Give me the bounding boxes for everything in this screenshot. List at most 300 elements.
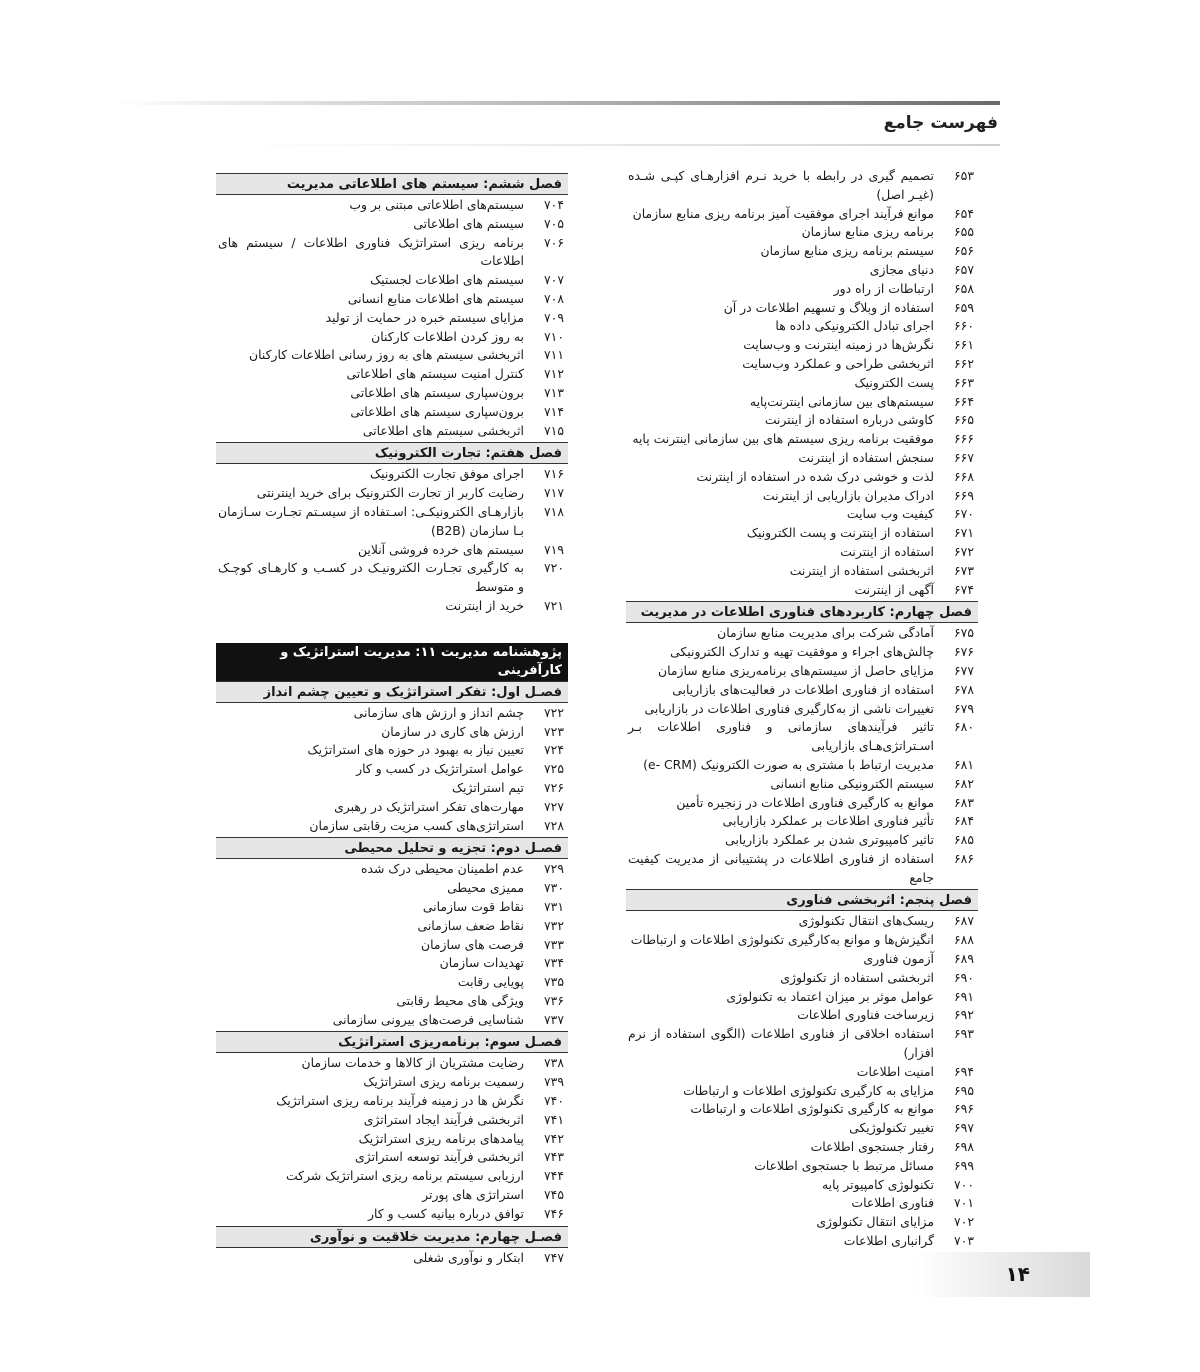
- entry-title: تاثیر کامپیوتری شدن بر عملکرد بازاریابی: [725, 832, 934, 848]
- entry-number: ۶۶۲: [954, 355, 974, 371]
- toc-entry: [216, 1186, 568, 1205]
- entry-number: ۶۵۹: [954, 299, 974, 315]
- entry-number: ۶۷۰: [954, 506, 974, 522]
- toc-entry: [216, 992, 568, 1011]
- header-subrule: [240, 144, 1000, 146]
- entry-title: اثربخشی فرآیند توسعه استراتژی: [355, 1149, 524, 1165]
- toc-entry: [626, 831, 978, 850]
- book-heading: پژوهشنامه مدیریت ۱۱: مدیریت استراتژیک و کارآفرینی: [216, 643, 568, 681]
- entry-number: ۶۸۱: [954, 756, 974, 772]
- entry-title: تغییرات ناشی از به‌کارگیری فناوری اطلاعات در بازاریابی: [644, 700, 934, 716]
- entry-title: ابتکار و نوآوری شغلی: [413, 1249, 524, 1265]
- entry-title: عدم اطمینان محیطی درک شده: [361, 861, 524, 877]
- toc-entry: [626, 167, 978, 205]
- entry-title: انگیزش‌ها و موانع به‌کارگیری تکنولوژی اطلاعات و ارتباطات: [630, 932, 934, 948]
- entry-number: ۷۴۶: [544, 1205, 564, 1221]
- toc-entry: [216, 1054, 568, 1073]
- chapter-heading: فصـل اول: تفکر استراتژیک و تعیین چشم انداز: [216, 681, 568, 703]
- entry-number: ۷۰۰: [954, 1176, 974, 1192]
- entry-title: رضایت کاربر از تجارت الکترونیک برای خرید اینترنتی: [256, 485, 524, 501]
- entry-title: سنجش استفاده از اینترنت: [798, 449, 934, 465]
- toc-entry: [216, 384, 568, 403]
- entry-number: ۷۱۲: [544, 366, 564, 382]
- entry-title: اثربخشی طراحی و عملکرد وب‌سایت: [742, 355, 934, 371]
- toc-entry: [216, 1249, 568, 1268]
- toc-entry: [626, 487, 978, 506]
- toc-entry: [216, 215, 568, 234]
- entry-title: کیفیت وب سایت: [846, 506, 934, 522]
- entry-title: پیامدهای برنامه ریزی استراتژیک: [358, 1130, 524, 1146]
- chapter-heading: فصل پنجم: اثربخشی فناوری: [626, 889, 978, 911]
- entry-title: نقاط ضعف سازمانی: [417, 917, 524, 933]
- entry-number: ۶۶۸: [954, 468, 974, 484]
- entry-title: ارزش های کاری در سازمان: [381, 723, 524, 739]
- header-rule: [112, 101, 1000, 105]
- toc-entry: [216, 1205, 568, 1224]
- entry-number: ۶۶۳: [954, 374, 974, 390]
- entry-number: ۶۸۸: [954, 932, 974, 948]
- entry-title: تصمیم گیری در رابطه با خرید نـرم افزارهـای کپـی شـده (غیـر اصل): [628, 168, 934, 202]
- toc-entry: [626, 336, 978, 355]
- toc-entry: [216, 234, 568, 272]
- entry-number: ۷۳۵: [544, 974, 564, 990]
- entry-title: استفاده از وبلاگ و تسهیم اطلاعات در آن: [723, 299, 934, 315]
- entry-title: تأثیر فناوری اطلاعات بر عملکرد بازاریابی: [722, 813, 934, 829]
- entry-number: ۶۵۶: [954, 243, 974, 259]
- entry-number: ۶۹۰: [954, 969, 974, 985]
- entry-title: ریسک‌های انتقال تکنولوژی: [798, 913, 934, 929]
- toc-entry: [626, 988, 978, 1007]
- entry-number: ۷۴۳: [544, 1149, 564, 1165]
- entry-title: استفاده از اینترنت و پست الکترونیک: [746, 525, 934, 541]
- toc-entry: [626, 756, 978, 775]
- entry-title: موانع به کارگیری فناوری اطلاعات در زنجیره تأمین: [676, 794, 934, 810]
- entry-number: ۶۸۰: [954, 719, 974, 735]
- toc-entry: [626, 242, 978, 261]
- entry-title: کاوشی درباره استفاده از اینترنت: [764, 412, 934, 428]
- entry-title: نگرش ها در زمینه فرآیند برنامه ریزی استراتژیک: [276, 1093, 524, 1109]
- toc-entry: [626, 1025, 978, 1063]
- toc-entry: [626, 624, 978, 643]
- entry-number: ۷۳۸: [544, 1055, 564, 1071]
- toc-entry: [216, 1011, 568, 1030]
- entry-title: اجرای موفق تجارت الکترونیک: [370, 466, 524, 482]
- toc-entry: [626, 430, 978, 449]
- entry-title: مدیریت ارتباط با مشتری به صورت الکترونیک (e- CRM): [643, 756, 934, 772]
- entry-number: ۷۱۳: [544, 384, 564, 400]
- entry-number: ۷۴۲: [544, 1130, 564, 1146]
- entry-title: اثربخشی سیستم های اطلاعاتی: [362, 422, 524, 438]
- entry-number: ۶۶۱: [954, 337, 974, 353]
- toc-entry: [626, 205, 978, 224]
- entry-number: ۶۵۵: [954, 224, 974, 240]
- entry-title: سیستم های اطلاعاتی: [413, 215, 524, 231]
- chapter-heading: فصـل دوم: تجزیه و تحلیل محیطی: [216, 837, 568, 859]
- toc-entry: [216, 1092, 568, 1111]
- entry-number: ۷۱۸: [544, 503, 564, 519]
- chapter-heading: فصل ششم: سیستم های اطلاعاتی مدیریت: [216, 173, 568, 195]
- toc-entry: [626, 543, 978, 562]
- entry-number: ۷۰۴: [544, 197, 564, 212]
- toc-entry: [626, 1100, 978, 1119]
- entry-number: ۶۶۵: [954, 412, 974, 428]
- toc-entry: [216, 879, 568, 898]
- page-title: فهرست جامع: [883, 113, 998, 133]
- toc-entry: [626, 223, 978, 242]
- entry-title: عوامل موثر بر میزان اعتماد به تکنولوژی: [726, 988, 934, 1004]
- toc-entry: [216, 817, 568, 836]
- entry-number: ۶۵۷: [954, 261, 974, 277]
- entry-title: مهارت‌های تفکر استراتژیک در رهبری: [334, 798, 524, 814]
- entry-title: اثربخشی سیستم های به روز رسانی اطلاعات کارکنان: [249, 347, 524, 363]
- entry-number: ۶۷۴: [954, 581, 974, 597]
- entry-number: ۶۸۷: [954, 913, 974, 929]
- toc-entry: [216, 973, 568, 992]
- toc-entry: [216, 860, 568, 879]
- entry-number: ۷۳۴: [544, 955, 564, 971]
- page-number-tab: [914, 1252, 1090, 1297]
- entry-number: ۶۵۳: [954, 168, 974, 183]
- entry-number: ۷۲۳: [544, 723, 564, 739]
- entry-title: تهدیدات سازمان: [439, 955, 524, 971]
- entry-title: لذت و خوشی درک شده در استفاده از اینترنت: [696, 468, 934, 484]
- entry-title: فرصت های سازمان: [421, 936, 524, 952]
- entry-title: استفاده از فناوری اطلاعات در فعالیت‌های بازاریابی: [672, 681, 934, 697]
- entry-number: ۶۷۳: [954, 562, 974, 578]
- toc-entry: [626, 912, 978, 931]
- entry-title: خرید از اینترنت: [445, 597, 524, 613]
- entry-number: ۶۸۵: [954, 832, 974, 848]
- toc-entry: [216, 309, 568, 328]
- entry-title: رضایت مشتریان از کالاها و خدمات سازمان: [301, 1055, 524, 1071]
- entry-number: ۶۷۶: [954, 644, 974, 660]
- toc-entry: [216, 559, 568, 597]
- entry-number: ۷۴۷: [544, 1249, 564, 1265]
- entry-number: ۶۷۹: [954, 700, 974, 716]
- entry-title: سیستم برنامه ریزی منابع سازمان: [760, 243, 934, 259]
- toc-entry: [626, 1176, 978, 1195]
- toc-entry: [626, 1194, 978, 1213]
- entry-title: سیستم های اطلاعات منابع انسانی: [347, 290, 524, 306]
- entry-number: ۷۰۳: [954, 1233, 974, 1249]
- entry-title: دنیای مجازی: [869, 261, 934, 277]
- entry-number: ۷۰۹: [544, 309, 564, 325]
- entry-title: زیرساخت فناوری اطلاعات: [797, 1007, 934, 1023]
- entry-title: آمادگی شرکت برای مدیریت منابع سازمان: [717, 625, 934, 641]
- entry-number: ۶۹۹: [954, 1157, 974, 1173]
- page-number: ۱۴: [1005, 1262, 1030, 1286]
- entry-title: چشم انداز و ارزش های سازمانی: [353, 704, 524, 720]
- entry-title: اثربخشی استفاده از اینترنت: [789, 562, 934, 578]
- toc-entry: [216, 798, 568, 817]
- toc-entry: [216, 1148, 568, 1167]
- entry-number: ۷۲۶: [544, 779, 564, 795]
- toc-entry: [626, 449, 978, 468]
- toc-entry: [216, 704, 568, 723]
- entry-number: ۶۸۳: [954, 794, 974, 810]
- entry-number: ۶۹۴: [954, 1063, 974, 1079]
- chapter-heading: فصـل چهارم: مدیریت خلاقیت و نوآوری: [216, 1226, 568, 1248]
- entry-number: ۶۷۸: [954, 681, 974, 697]
- toc-entry: [216, 365, 568, 384]
- entry-number: ۶۹۳: [954, 1026, 974, 1042]
- toc-entry: [626, 718, 978, 756]
- toc-entry: [626, 812, 978, 831]
- entry-title: ادراک مدیران بازاریابی از اینترنت: [762, 487, 934, 503]
- entry-title: شناسایی فرصت‌های بیرونی سازمانی: [332, 1011, 524, 1027]
- entry-title: ویژگی های محیط رقابتی: [396, 992, 524, 1008]
- entry-number: ۷۱۶: [544, 466, 564, 482]
- toc-entry: [216, 484, 568, 503]
- entry-number: ۶۸۹: [954, 951, 974, 967]
- entry-title: برنامه ریزی منابع سازمان: [801, 224, 934, 240]
- entry-title: سیستم‌های بین سازمانی اینترنت‌پایه: [749, 393, 934, 409]
- toc-entry: [626, 505, 978, 524]
- entry-number: ۷۱۵: [544, 422, 564, 438]
- entry-title: تکنولوژی کامپیوتر پایه: [822, 1176, 934, 1192]
- chapter-heading: فصـل سوم: برنامه‌ریزی استراتژیک: [216, 1031, 568, 1053]
- toc-entry: [216, 465, 568, 484]
- toc-entry: [626, 794, 978, 813]
- entry-title: نقاط قوت سازمانی: [422, 898, 524, 914]
- entry-title: موفقیت برنامه ریزی سیستم های بین سازمانی اینترنت پایه: [632, 431, 934, 447]
- toc-entry: [626, 374, 978, 393]
- entry-number: ۷۲۰: [544, 560, 564, 576]
- toc-entry: [216, 346, 568, 365]
- toc-entry: [216, 760, 568, 779]
- toc-entry: [626, 317, 978, 336]
- entry-number: ۶۹۷: [954, 1120, 974, 1136]
- toc-entry: [626, 931, 978, 950]
- entry-title: به کارگیری تجـارت الکترونیـک در کسـب و کارهـای کوچـک و متوسط: [218, 560, 524, 595]
- toc-entry: [216, 917, 568, 936]
- toc-entry: [216, 1073, 568, 1092]
- entry-title: تغییر تکنولوژیکی: [849, 1120, 934, 1136]
- entry-title: ممیزی محیطی: [447, 880, 524, 896]
- entry-number: ۶۵۴: [954, 205, 974, 221]
- entry-number: ۷۴۱: [544, 1111, 564, 1127]
- toc-entry: [216, 779, 568, 798]
- entry-title: مزایای سیستم خبره در حمایت از تولید: [325, 309, 524, 325]
- entry-title: مزایای انتقال تکنولوژی: [816, 1214, 934, 1230]
- toc-entry: [216, 328, 568, 347]
- toc-entry: [626, 299, 978, 318]
- entry-number: ۷۰۲: [954, 1214, 974, 1230]
- toc-entry: [626, 1157, 978, 1176]
- entry-title: سیستم‌های اطلاعاتی مبتنی بر وب: [349, 197, 524, 212]
- toc-entry: [626, 468, 978, 487]
- entry-number: ۷۲۷: [544, 798, 564, 814]
- entry-title: مزایای حاصل از سیستم‌های برنامه‌ریزی منابع سازمان: [657, 662, 934, 678]
- entry-number: ۷۴۰: [544, 1093, 564, 1109]
- toc-entry: [216, 271, 568, 290]
- entry-number: ۷۲۱: [544, 597, 564, 613]
- toc-column-left: [216, 171, 568, 1267]
- entry-title: برون‌سپاری سیستم های اطلاعاتی: [350, 384, 524, 400]
- entry-title: چالش‌های اجراء و موفقیت تهیه و تدارک الکترونیکی: [670, 644, 934, 660]
- toc-entry: [216, 898, 568, 917]
- entry-number: ۷۴۵: [544, 1187, 564, 1203]
- entry-number: ۶۹۵: [954, 1082, 974, 1098]
- entry-number: ۷۴۴: [544, 1168, 564, 1184]
- entry-title: اثربخشی استفاده از تکنولوژی: [780, 969, 934, 985]
- entry-title: به روز کردن اطلاعات کارکنان: [371, 328, 524, 344]
- entry-title: فناوری اطلاعات: [851, 1195, 934, 1211]
- entry-number: ۷۲۹: [544, 861, 564, 877]
- toc-entry: [216, 1167, 568, 1186]
- toc-entry: [626, 643, 978, 662]
- entry-title: مزایای به کارگیری تکنولوژی اطلاعات و ارتباطات: [683, 1082, 934, 1098]
- entry-number: ۷۳۶: [544, 992, 564, 1008]
- toc-entry: [626, 261, 978, 280]
- entry-title: مسائل مرتبط با جستجوی اطلاعات: [754, 1157, 934, 1173]
- entry-number: ۷۱۴: [544, 403, 564, 419]
- entry-number: ۷۱۰: [544, 328, 564, 344]
- toc-entry: [626, 700, 978, 719]
- entry-title: امنیت اطلاعات: [856, 1063, 934, 1079]
- entry-number: ۷۲۴: [544, 742, 564, 758]
- toc-entry: [216, 597, 568, 616]
- entry-number: ۷۳۷: [544, 1011, 564, 1027]
- entry-title: رسمیت برنامه ریزی استراتژیک: [363, 1074, 524, 1090]
- toc-entry: [626, 1119, 978, 1138]
- entry-title: برون‌سپاری سیستم های اطلاعاتی: [350, 403, 524, 419]
- entry-title: استفاده اخلاقی از فناوری اطلاعات (الگوی استفاده از نرم افزار): [628, 1026, 934, 1061]
- toc-entry: [216, 503, 568, 541]
- entry-number: ۷۳۳: [544, 936, 564, 952]
- toc-entry: [626, 969, 978, 988]
- toc-entry: [626, 1063, 978, 1082]
- entry-number: ۶۷۱: [954, 525, 974, 541]
- entry-number: ۷۱۱: [544, 347, 564, 363]
- entry-title: موانع فرآیند اجرای موفقیت آمیز برنامه ریزی منابع سازمان: [632, 205, 934, 221]
- entry-title: تاثیر فرآیندهای سازمانی و فناوری اطلاعات بـر اسـتراتژی‌هـای بازاریابی: [628, 719, 934, 754]
- toc-entry: [216, 1111, 568, 1130]
- entry-number: ۷۳۱: [544, 898, 564, 914]
- entry-title: پست الکترونیک: [854, 374, 934, 390]
- entry-title: استراتژی های پورتر: [422, 1187, 524, 1203]
- entry-title: رفتار جستجوی اطلاعات: [810, 1139, 934, 1155]
- entry-number: ۷۳۰: [544, 880, 564, 896]
- entry-number: ۷۰۷: [544, 272, 564, 288]
- entry-title: استراتژی‌های کسب مزیت رقابتی سازمان: [309, 817, 524, 833]
- toc-entry: [216, 741, 568, 760]
- entry-number: ۶۵۸: [954, 280, 974, 296]
- entry-title: برنامه ریزی استراتژیک فناوری اطلاعات / سیستم های اطلاعات: [218, 234, 524, 269]
- entry-title: سیستم های اطلاعات لجستیک: [370, 272, 524, 288]
- entry-number: ۷۲۲: [544, 704, 564, 720]
- toc-entry: [216, 403, 568, 422]
- toc-entry: [626, 681, 978, 700]
- entry-number: ۶۶۰: [954, 318, 974, 334]
- toc-entry: [216, 1130, 568, 1149]
- entry-number: ۶۸۲: [954, 775, 974, 791]
- toc-entry: [216, 723, 568, 742]
- toc-entry: [626, 393, 978, 412]
- entry-title: تعیین نیاز به بهبود در حوزه های استراتژیک: [307, 742, 524, 758]
- entry-number: ۷۰۱: [954, 1195, 974, 1211]
- entry-number: ۷۰۸: [544, 290, 564, 306]
- toc-entry: [626, 581, 978, 600]
- chapter-heading: فصل هفتم: تجارت الکترونیک: [216, 442, 568, 464]
- entry-number: ۷۲۵: [544, 761, 564, 777]
- entry-number: ۷۳۹: [544, 1074, 564, 1090]
- entry-title: آگهی از اینترنت: [854, 581, 934, 597]
- toc-entry: [626, 355, 978, 374]
- entry-title: نگرش‌ها در زمینه اینترنت و وب‌سایت: [743, 337, 934, 353]
- toc-entry: [626, 775, 978, 794]
- entry-title: عوامل استراتژیک در کسب و کار: [356, 761, 524, 777]
- toc-entry: [626, 1138, 978, 1157]
- entry-title: اجرای تبادل الکترونیکی داده ها: [775, 318, 934, 334]
- entry-title: توافق درباره بیانیه کسب و کار: [368, 1205, 524, 1221]
- entry-title: استفاده از فناوری اطلاعات در پشتیبانی از مدیریت کیفیت جامع: [628, 850, 934, 885]
- entry-number: ۶۷۷: [954, 662, 974, 678]
- toc-column-right: [626, 167, 978, 1251]
- entry-number: ۷۳۲: [544, 917, 564, 933]
- entry-title: ارزیابی سیستم برنامه ریزی استراتژیک شرکت: [286, 1168, 524, 1184]
- toc-entry: [626, 950, 978, 969]
- entry-number: ۶۸۴: [954, 813, 974, 829]
- toc-entry: [626, 411, 978, 430]
- entry-title: پویایی رقابت: [457, 974, 524, 990]
- entry-title: تیم استراتژیک: [451, 779, 524, 795]
- toc-entry: [626, 1213, 978, 1232]
- entry-title: استفاده از اینترنت: [840, 543, 934, 559]
- entry-number: ۶۶۹: [954, 487, 974, 503]
- toc-entry: [216, 196, 568, 215]
- toc-entry: [626, 662, 978, 681]
- entry-number: ۶۷۲: [954, 543, 974, 559]
- entry-number: ۶۶۶: [954, 431, 974, 447]
- toc-entry: [626, 280, 978, 299]
- chapter-heading: فصل چهارم: کاربردهای فناوری اطلاعات در مدیریت: [626, 601, 978, 623]
- toc-entry: [626, 1082, 978, 1101]
- toc-entry: [216, 936, 568, 955]
- entry-title: سیستم های خرده فروشی آنلاین: [357, 541, 524, 557]
- entry-number: ۶۶۴: [954, 393, 974, 409]
- entry-number: ۷۰۵: [544, 215, 564, 231]
- entry-number: ۶۷۵: [954, 625, 974, 641]
- entry-title: موانع به کارگیری تکنولوژی اطلاعات و ارتباطات: [690, 1101, 934, 1117]
- entry-number: ۶۶۷: [954, 449, 974, 465]
- toc-entry: [626, 562, 978, 581]
- entry-number: ۷۰۶: [544, 234, 564, 250]
- toc-entry: [216, 422, 568, 441]
- toc-entry: [216, 541, 568, 560]
- entry-title: اثربخشی فرآیند ایجاد استراتژی: [363, 1111, 524, 1127]
- toc-entry: [626, 1006, 978, 1025]
- entry-number: ۷۱۷: [544, 485, 564, 501]
- entry-title: آزمون فناوری: [863, 951, 934, 967]
- entry-number: ۷۲۸: [544, 817, 564, 833]
- toc-entry: [216, 954, 568, 973]
- entry-title: سیستم الکترونیکی منابع انسانی: [770, 775, 934, 791]
- entry-title: بازارهـای الکترونیکـی: اسـتفاده از سیسـتم تجـارت سـازمان بـا سازمان (B2B): [218, 503, 524, 538]
- entry-number: ۶۸۶: [954, 850, 974, 866]
- entry-title: کنترل امنیت سیستم های اطلاعاتی: [346, 366, 524, 382]
- entry-number: ۶۹۸: [954, 1139, 974, 1155]
- toc-entry: [216, 290, 568, 309]
- entry-number: ۷۱۹: [544, 541, 564, 557]
- toc-entry: [626, 1232, 978, 1251]
- entry-title: گرانباری اطلاعات: [843, 1233, 934, 1249]
- toc-entry: [626, 850, 978, 888]
- entry-number: ۶۹۶: [954, 1101, 974, 1117]
- entry-number: ۶۹۱: [954, 988, 974, 1004]
- toc-entry: [626, 524, 978, 543]
- entry-number: ۶۹۲: [954, 1007, 974, 1023]
